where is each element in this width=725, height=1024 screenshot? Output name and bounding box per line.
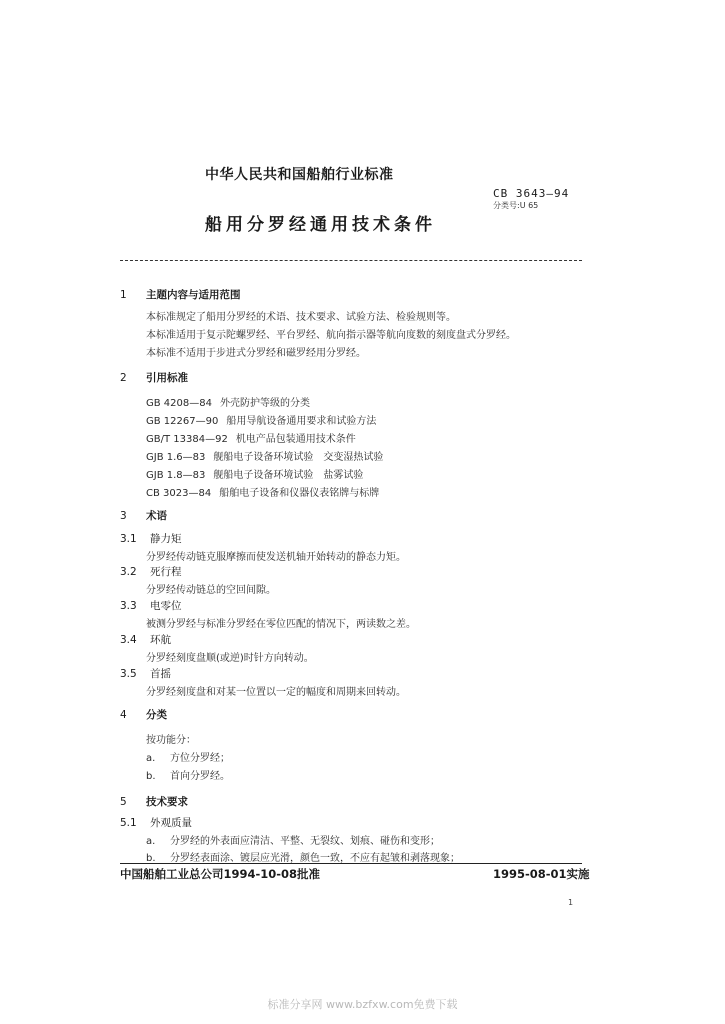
reference-name: 船舶电子设备和仪器仪表铭牌与标牌 (219, 488, 380, 499)
term-name: 死行程 (150, 566, 182, 578)
list-marker: a. (146, 836, 156, 847)
section-4-heading (120, 707, 167, 722)
reference-code: GJB 1.8—83 (146, 470, 206, 481)
subsection-title: 外观质量 (150, 817, 192, 829)
section-title: 术语 (146, 510, 167, 522)
section-number: 5 (120, 796, 127, 808)
list-text: 分罗经表面涂、镀层应光滑，颜色一致，不应有起皱和剥落现象； (170, 853, 460, 864)
reference-name: 外壳防护等级的分类 (219, 398, 310, 409)
term-name: 环航 (150, 634, 171, 646)
footer-divider (120, 863, 582, 864)
term-definition: 被测分罗经与标准分罗经在零位匹配的情况下，两读数之差。 (146, 619, 416, 630)
section-title: 分类 (146, 709, 167, 721)
term-number: 3.1 (120, 533, 137, 545)
term-number: 3.5 (120, 668, 137, 680)
term-heading (120, 598, 182, 613)
list-marker: b. (146, 771, 156, 782)
paragraph: 按功能分： (146, 735, 196, 746)
paragraph: 本标准不适用于步进式分罗经和磁罗经用分罗经。 (146, 348, 366, 359)
reference-name: 机电产品包装通用技术条件 (235, 434, 356, 445)
subsection-heading (120, 815, 192, 830)
term-definition: 分罗经刻度盘顺(或逆)时针方向转动。 (146, 653, 314, 664)
reference-code: GB 12267—90 (146, 416, 219, 427)
reference-item (146, 448, 383, 463)
term-name: 静力矩 (150, 533, 182, 545)
reference-name: 船用导航设备通用要求和试验方法 (226, 416, 377, 427)
term-heading (120, 564, 182, 579)
term-definition: 分罗经传动链总的空回间隙。 (146, 585, 276, 596)
list-item (146, 749, 230, 764)
term-definition: 分罗经传动链克服摩擦而使发送机轴开始转动的静态力矩。 (146, 552, 406, 563)
reference-code: CB 3023—84 (146, 488, 212, 499)
section-title: 引用标准 (146, 372, 188, 384)
reference-name: 舰船电子设备环境试验 盐雾试验 (213, 470, 364, 481)
term-definition: 分罗经刻度盘和对某一位置以一定的幅度和周期来回转动。 (146, 687, 406, 698)
list-marker: a. (146, 753, 156, 764)
reference-code: GB 4208—84 (146, 398, 212, 409)
list-text: 分罗经的外表面应清洁、平整、无裂纹、划痕、碰伤和变形； (170, 836, 440, 847)
reference-code: GJB 1.6—83 (146, 452, 206, 463)
list-marker: b. (146, 853, 156, 864)
term-name: 首摇 (150, 668, 171, 680)
section-title: 技术要求 (146, 796, 188, 808)
list-text: 首向分罗经。 (170, 771, 230, 782)
term-heading (120, 531, 182, 546)
issuing-organization: 中华人民共和国船舶行业标准 (205, 167, 394, 183)
section-2-heading (120, 370, 188, 385)
term-heading (120, 666, 171, 681)
list-item (146, 849, 460, 864)
term-number: 3.4 (120, 634, 137, 646)
term-heading (120, 632, 171, 647)
reference-item (146, 394, 310, 409)
list-item (146, 767, 230, 782)
watermark-text: 标准分享网 www.bzfxw.com免费下载 (267, 998, 458, 1011)
list-item (146, 832, 440, 847)
reference-item (146, 466, 363, 481)
section-1-heading (120, 287, 241, 302)
section-number: 3 (120, 510, 127, 522)
approval-line: 中国船舶工业总公司1994-10-08批准 (120, 867, 321, 881)
reference-name: 舰船电子设备环境试验 交变湿热试验 (213, 452, 384, 463)
reference-item (146, 430, 356, 445)
reference-item (146, 484, 379, 499)
header-divider (120, 260, 582, 261)
subsection-number: 5.1 (120, 817, 137, 829)
classification-number: 分类号:U 65 (493, 201, 539, 210)
reference-code: GB/T 13384—92 (146, 434, 228, 445)
section-number: 4 (120, 709, 127, 721)
term-number: 3.3 (120, 600, 137, 612)
term-number: 3.2 (120, 566, 137, 578)
list-text: 方位分罗经； (170, 753, 230, 764)
standard-code: CB 3643—94 (493, 187, 570, 200)
document-title: 船用分罗经通用技术条件 (205, 215, 436, 235)
reference-item (146, 412, 376, 427)
section-3-heading (120, 508, 167, 523)
term-name: 电零位 (150, 600, 182, 612)
section-title: 主题内容与适用范围 (146, 289, 241, 301)
paragraph: 本标准规定了船用分罗经的术语、技术要求、试验方法、检验规则等。 (146, 312, 456, 323)
paragraph: 本标准适用于复示陀螺罗经、平台罗经、航向指示器等航向度数的刻度盘式分罗经。 (146, 330, 516, 341)
section-5-heading (120, 794, 188, 809)
implementation-date: 1995-08-01实施 (493, 867, 590, 881)
section-number: 2 (120, 372, 127, 384)
section-number: 1 (120, 289, 127, 301)
page-number: 1 (568, 898, 574, 907)
